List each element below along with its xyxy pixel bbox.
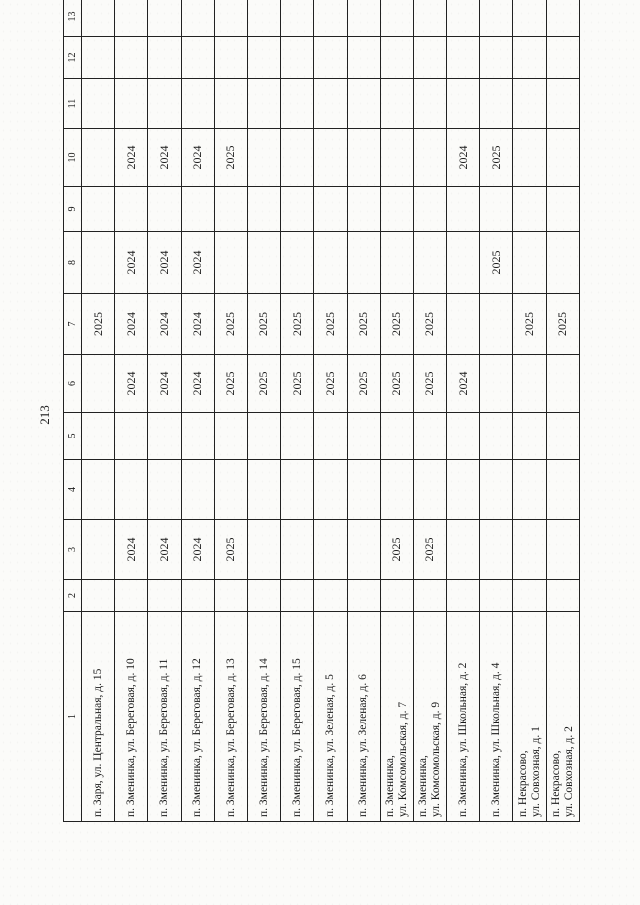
year-cell (447, 294, 480, 355)
year-cell (513, 355, 546, 413)
year-cell (82, 520, 115, 580)
year-cell (447, 580, 480, 612)
year-cell (115, 460, 148, 520)
address-cell: п. Зменинка, ул. Береговая, д. 11 (148, 612, 181, 822)
year-cell (82, 355, 115, 413)
year-cell (513, 413, 546, 460)
column-header: 1 (64, 612, 82, 822)
year-cell (513, 580, 546, 612)
year-cell (347, 187, 380, 232)
year-cell (247, 460, 280, 520)
year-cell (513, 460, 546, 520)
year-cell (546, 413, 579, 460)
year-cell (214, 460, 247, 520)
column-header: 7 (64, 294, 82, 355)
table-container (63, 11, 580, 822)
column-header: 10 (64, 129, 82, 187)
year-cell (82, 187, 115, 232)
year-cell (546, 79, 579, 129)
year-cell (314, 413, 347, 460)
year-cell: 2024 (115, 294, 148, 355)
year-cell (380, 79, 413, 129)
column-header: 11 (64, 79, 82, 129)
year-cell (214, 580, 247, 612)
year-cell (513, 232, 546, 294)
year-cell (447, 232, 480, 294)
year-cell: 2025 (380, 355, 413, 413)
year-cell (347, 580, 380, 612)
year-cell (480, 0, 513, 37)
year-cell (314, 232, 347, 294)
column-header: 6 (64, 355, 82, 413)
year-cell (480, 460, 513, 520)
year-cell: 2024 (115, 520, 148, 580)
year-cell (347, 37, 380, 79)
year-cell (82, 413, 115, 460)
year-cell: 2025 (247, 355, 280, 413)
year-cell (281, 413, 314, 460)
year-cell (546, 580, 579, 612)
address-cell: п. Зменинка, ул. Береговая, д. 10 (115, 612, 148, 822)
year-cell: 2024 (115, 232, 148, 294)
year-cell (546, 232, 579, 294)
table-row (82, 0, 115, 822)
table-row (314, 0, 347, 822)
table-row (115, 0, 148, 822)
year-cell (413, 79, 446, 129)
year-cell: 2025 (380, 520, 413, 580)
year-cell: 2025 (214, 294, 247, 355)
year-cell (447, 413, 480, 460)
year-cell: 2024 (115, 129, 148, 187)
year-cell: 2025 (214, 129, 247, 187)
year-cell: 2025 (214, 355, 247, 413)
year-cell (513, 37, 546, 79)
year-cell (513, 520, 546, 580)
year-cell (546, 37, 579, 79)
year-cell: 2024 (447, 129, 480, 187)
year-cell (380, 460, 413, 520)
column-header: 3 (64, 520, 82, 580)
year-cell (347, 0, 380, 37)
column-header: 9 (64, 187, 82, 232)
year-cell (214, 413, 247, 460)
year-cell (247, 413, 280, 460)
address-cell: п. Зменинка, ул. Зеленая, д. 5 (314, 612, 347, 822)
year-cell: 2025 (380, 294, 413, 355)
year-cell: 2024 (181, 129, 214, 187)
year-cell (247, 79, 280, 129)
year-cell: 2025 (314, 294, 347, 355)
year-cell (413, 0, 446, 37)
year-cell (115, 580, 148, 612)
address-cell: п. Зменинка, ул. Береговая, д. 15 (281, 612, 314, 822)
year-cell (281, 37, 314, 79)
year-cell (148, 79, 181, 129)
year-cell (546, 0, 579, 37)
year-cell: 2025 (314, 355, 347, 413)
year-cell: 2024 (148, 294, 181, 355)
year-cell: 2024 (148, 232, 181, 294)
year-cell (82, 79, 115, 129)
year-cell (480, 37, 513, 79)
year-cell: 2024 (148, 355, 181, 413)
table-row (281, 0, 314, 822)
year-cell (82, 232, 115, 294)
year-cell: 2025 (281, 294, 314, 355)
year-cell (148, 37, 181, 79)
year-cell (148, 580, 181, 612)
address-cell: п. Заря, ул. Центральная, д. 15 (82, 612, 115, 822)
address-cell: п. Зменинка, ул. Береговая, д. 13 (214, 612, 247, 822)
year-cell (546, 520, 579, 580)
year-cell: 2024 (148, 520, 181, 580)
year-cell: 2025 (347, 355, 380, 413)
year-cell (181, 413, 214, 460)
year-cell (281, 460, 314, 520)
year-cell (181, 79, 214, 129)
year-cell (247, 520, 280, 580)
year-cell (214, 37, 247, 79)
table-row (513, 0, 546, 822)
year-cell (82, 580, 115, 612)
column-header: 2 (64, 580, 82, 612)
column-header: 8 (64, 232, 82, 294)
year-cell (347, 520, 380, 580)
year-cell (115, 37, 148, 79)
table-row (181, 0, 214, 822)
table-row (214, 0, 247, 822)
page-number: 213 (37, 405, 52, 425)
year-cell: 2024 (181, 294, 214, 355)
year-cell (413, 460, 446, 520)
year-cell (314, 37, 347, 79)
year-cell (214, 0, 247, 37)
year-cell (413, 413, 446, 460)
year-cell (115, 187, 148, 232)
year-cell: 2025 (480, 129, 513, 187)
year-cell (380, 37, 413, 79)
year-cell (281, 232, 314, 294)
table-row (148, 0, 181, 822)
year-cell: 2025 (413, 520, 446, 580)
schedule-table (63, 0, 580, 822)
year-cell (513, 79, 546, 129)
year-cell (513, 129, 546, 187)
address-cell: п. Зменинка, ул. Школьная, д. 2 (447, 612, 480, 822)
year-cell (214, 232, 247, 294)
table-row (413, 0, 446, 822)
year-cell (281, 580, 314, 612)
year-cell (380, 413, 413, 460)
year-cell (347, 413, 380, 460)
year-cell (447, 187, 480, 232)
year-cell: 2025 (247, 294, 280, 355)
year-cell (447, 37, 480, 79)
year-cell (247, 129, 280, 187)
year-cell (115, 0, 148, 37)
table-row (380, 0, 413, 822)
year-cell (380, 0, 413, 37)
year-cell: 2025 (347, 294, 380, 355)
year-cell (480, 580, 513, 612)
year-cell (380, 187, 413, 232)
year-cell: 2024 (447, 355, 480, 413)
year-cell: 2025 (480, 232, 513, 294)
year-cell (480, 79, 513, 129)
year-cell (181, 0, 214, 37)
year-cell (380, 232, 413, 294)
year-cell (148, 187, 181, 232)
year-cell (314, 520, 347, 580)
year-cell (380, 580, 413, 612)
year-cell (181, 37, 214, 79)
address-cell: п. Зменинка, ул. Школьная, д. 4 (480, 612, 513, 822)
year-cell: 2025 (413, 355, 446, 413)
year-cell: 2024 (181, 232, 214, 294)
year-cell (247, 37, 280, 79)
header-row (64, 0, 82, 822)
year-cell (480, 355, 513, 413)
year-cell (82, 37, 115, 79)
year-cell (480, 294, 513, 355)
year-cell (247, 580, 280, 612)
year-cell (115, 413, 148, 460)
year-cell (82, 129, 115, 187)
year-cell: 2025 (546, 294, 579, 355)
year-cell (281, 79, 314, 129)
year-cell (447, 460, 480, 520)
year-cell (447, 520, 480, 580)
year-cell (513, 187, 546, 232)
year-cell (281, 520, 314, 580)
year-cell (314, 79, 347, 129)
address-cell: п. Зменинка, ул. Зеленая, д. 6 (347, 612, 380, 822)
year-cell (247, 232, 280, 294)
year-cell (546, 187, 579, 232)
address-cell: п. Некрасово, ул. Совхозная, д. 1 (513, 612, 546, 822)
year-cell (413, 187, 446, 232)
table-body (82, 0, 580, 822)
column-header: 13 (64, 0, 82, 37)
year-cell (480, 520, 513, 580)
column-header: 5 (64, 413, 82, 460)
year-cell: 2024 (181, 355, 214, 413)
year-cell (115, 79, 148, 129)
table-row (447, 0, 480, 822)
year-cell (347, 129, 380, 187)
column-header: 12 (64, 37, 82, 79)
year-cell (380, 129, 413, 187)
year-cell (413, 37, 446, 79)
year-cell: 2025 (513, 294, 546, 355)
year-cell (314, 129, 347, 187)
year-cell (413, 232, 446, 294)
year-cell (82, 460, 115, 520)
year-cell (447, 79, 480, 129)
year-cell (181, 187, 214, 232)
year-cell (148, 0, 181, 37)
year-cell (413, 129, 446, 187)
year-cell (148, 460, 181, 520)
year-cell (281, 0, 314, 37)
table-row (347, 0, 380, 822)
year-cell (513, 0, 546, 37)
year-cell (281, 187, 314, 232)
year-cell (347, 232, 380, 294)
year-cell: 2025 (214, 520, 247, 580)
year-cell: 2025 (413, 294, 446, 355)
year-cell (546, 460, 579, 520)
year-cell (447, 0, 480, 37)
year-cell (247, 187, 280, 232)
year-cell (247, 0, 280, 37)
table-row (480, 0, 513, 822)
year-cell (214, 79, 247, 129)
year-cell (546, 355, 579, 413)
year-cell (181, 460, 214, 520)
table-row (247, 0, 280, 822)
address-cell: п. Зменинка, ул. Комсомольская, д. 7 (380, 612, 413, 822)
year-cell (480, 413, 513, 460)
year-cell (148, 413, 181, 460)
table-row (546, 0, 579, 822)
year-cell (181, 580, 214, 612)
year-cell: 2025 (281, 355, 314, 413)
year-cell (347, 79, 380, 129)
year-cell (347, 460, 380, 520)
year-cell (82, 0, 115, 37)
address-cell: п. Зменинка, ул. Береговая, д. 12 (181, 612, 214, 822)
year-cell (314, 0, 347, 37)
year-cell (281, 129, 314, 187)
year-cell (314, 460, 347, 520)
year-cell (314, 187, 347, 232)
column-header: 4 (64, 460, 82, 520)
year-cell (314, 580, 347, 612)
year-cell (214, 187, 247, 232)
year-cell (413, 580, 446, 612)
year-cell (546, 129, 579, 187)
year-cell: 2025 (82, 294, 115, 355)
year-cell: 2024 (148, 129, 181, 187)
year-cell (480, 187, 513, 232)
address-cell: п. Зменинка, ул. Комсомольская, д. 9 (413, 612, 446, 822)
address-cell: п. Некрасово, ул. Совхозная, д. 2 (546, 612, 579, 822)
year-cell: 2024 (115, 355, 148, 413)
year-cell: 2024 (181, 520, 214, 580)
address-cell: п. Зменинка, ул. Береговая, д. 14 (247, 612, 280, 822)
